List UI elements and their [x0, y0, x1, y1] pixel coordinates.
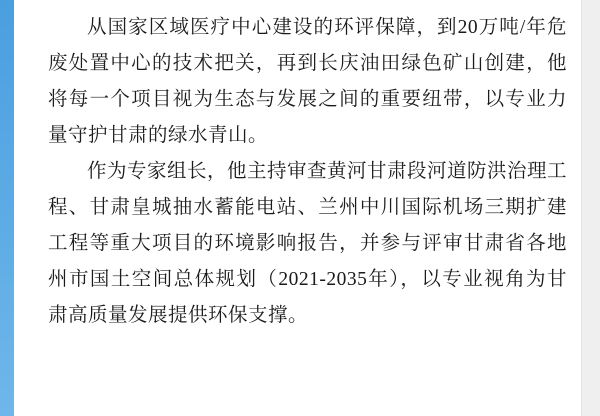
left-accent-bar — [0, 0, 14, 416]
document-body — [14, 0, 581, 416]
left-accent-bar-fill — [0, 0, 14, 416]
right-gutter — [582, 0, 600, 416]
paragraph-1: 从国家区域医疗中心建设的环评保障，到20万吨/年危废处置中心的技术把关，再到长庆油田绿色矿山创建，他将每一个项目视为生态与发展之间的重要纽带，以专业力量守护甘肃的绿水青山。 — [48, 17, 567, 146]
paragraph-2: 作为专家组长，他主持审查黄河甘肃段河道防洪治理工程、甘肃皇城抽水蓄能电站、兰州中川国际机场三期扩建工程等重大项目的环境影响报告，并参与评审甘肃省各地州市国土空间总体规划（2021-2035年），以专业视角为甘肃高质量发展提供环保支撑。 — [48, 161, 568, 326]
